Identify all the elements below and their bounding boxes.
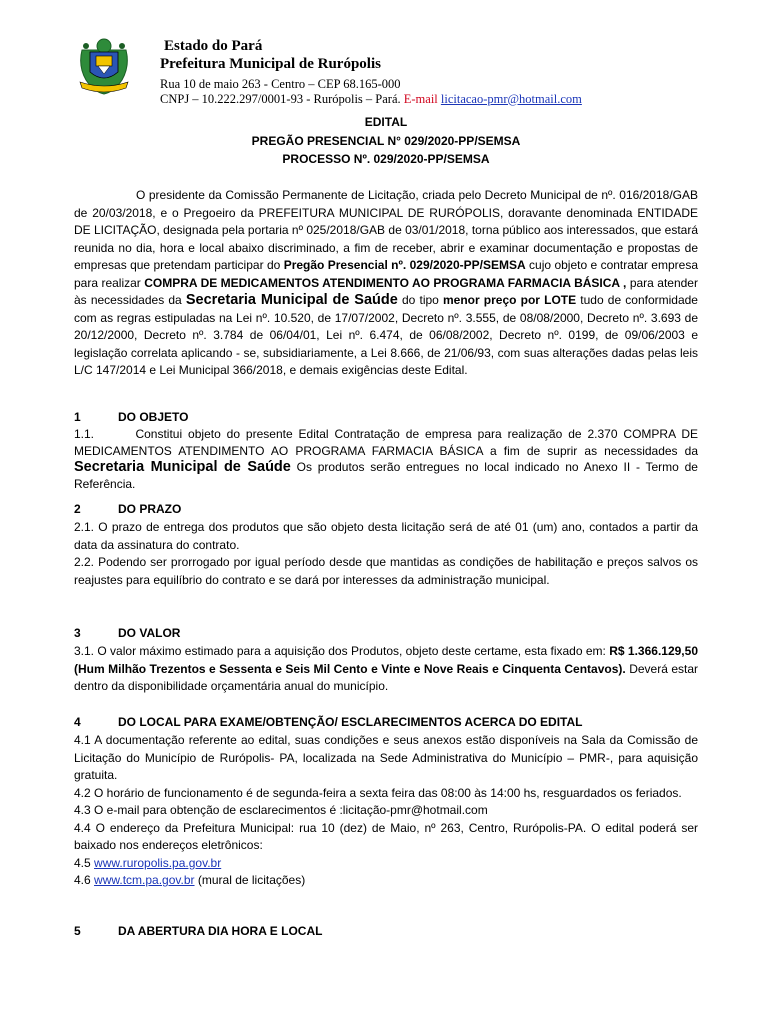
section-2-title: DO PRAZO	[118, 502, 182, 516]
item-1-1-secretaria: Secretaria Municipal de Saúde	[74, 459, 291, 475]
item-4-5	[74, 855, 698, 873]
section-5-title: DA ABERTURA DIA HORA E LOCAL	[118, 924, 323, 938]
section-5-number: 5	[74, 924, 81, 938]
state-name: Estado do Pará	[164, 38, 263, 54]
section-1-number: 1	[74, 410, 81, 424]
item-4-4: 4.4 O endereço da Prefeitura Municipal: rua 10 (dez) de Maio, nº 263, Centro, Rurópolis-PA. O edital poderá ser baixado nos endereços eletrônicos:	[74, 820, 698, 852]
section-2-body	[74, 519, 698, 589]
item-3-1-value: R$ 1.366.129,50 (Hum Milhão Trezentos e Sessenta e Seis Mil Cento e Vinte e Nove Reais e Cinquenta Centavos).	[74, 644, 698, 676]
section-3-number: 3	[74, 626, 81, 640]
section-4-body	[74, 732, 698, 890]
item-4-1: 4.1 A documentação referente ao edital, suas condições e seus anexos estão disponíveis na Sala da Comissão de Licitação do Município de Rurópolis- PA, localizada na Sede Administrativa do Município – PMR-, para aquisição gratuita.	[74, 733, 698, 782]
pregao-title: PREGÃO PRESENCIAL N° 029/2020-PP/SEMSA	[251, 133, 521, 148]
item-4-3: 4.3 O e-mail para obtenção de esclarecimentos é :licitação-pmr@hotmail.com	[74, 803, 488, 817]
item-4-6-number: 4.6	[74, 873, 91, 887]
section-4-number: 4	[74, 715, 81, 729]
item-1-1-text: Constitui objeto do presente Edital Contratação de empresa para realização de 2.370 COMPRA DE MEDICAMENTOS ATENDIMENTO AO PROGRAMA FARMACIA BÁSICA a fim de suprir as necessidades da	[74, 427, 699, 458]
email-link[interactable]: licitacao-pmr@hotmail.com	[440, 91, 582, 106]
section-5-heading	[74, 923, 698, 940]
processo-title: PROCESSO Nº. 029/2020-PP/SEMSA	[282, 152, 490, 166]
intro-text-5: tudo de conformidade com as regras estipuladas na Lei nº. 10.520, de 17/07/2002, Decreto nº. 3.555, de 08/08/2000, Decreto nº. 3.693 de 20/12/2000, Decreto nº. 3.784 de 06/04/01, Lei nº. 6.474, de 06/08/2002, Decreto nº. 0199, de 09/06/2003 e legislação correlata aplicando - se, subsidiariamente, a Lei 8.666, de 21/06/93, com suas alterações dadas pelas leis L/C 147/2014 e Lei Municipal 366/2018, e demais exigências deste Edital.	[74, 293, 698, 377]
item-4-2: 4.2 O horário de funcionamento é de segunda-feira a sexta feira das 08:00 às 14:00 hs, resguardados os feriados.	[74, 785, 682, 800]
section-2-number: 2	[74, 502, 81, 516]
item-1-1-number: 1.1.	[74, 427, 95, 441]
intro-text-3: para atender às necessidades da	[74, 275, 698, 307]
item-2-1: 2.1. O prazo de entrega dos produtos que são objeto desta licitação será de até 01 (um) ano, contados a partir da data da assinatura do contrato.	[74, 520, 698, 552]
section-4-title: DO LOCAL PARA EXAME/OBTENÇÃO/ ESCLARECIMENTOS ACERCA DO EDITAL	[118, 715, 583, 729]
intro-text-2: cujo objeto e contratar empresa para realizar	[74, 258, 698, 290]
intro-text-1: O presidente da Comissão Permanente de Licitação, criada pelo Decreto Municipal de nº. 016/2018/GAB de 20/03/2018, e o Pregoeiro da PREFEITURA MUNICIPAL DE RURÓPOLIS, doravante denominada ENTIDADE DE LICITAÇÃO, designada pela portaria nº 025/2018/GAB de 03/01/2018, torna público aos interessados, que estará reunida no dia, hora e local abaixo discriminado, a fim de receber, abrir e examinar documentação e propostas de empresas que pretendam participar do	[74, 188, 698, 272]
item-4-6-tail: (mural de licitações)	[197, 873, 306, 887]
cnpj-line	[160, 92, 720, 107]
tcm-website-link[interactable]: www.tcm.pa.gov.br	[94, 873, 195, 887]
intro-paragraph	[74, 187, 698, 380]
section-3-title: DO VALOR	[118, 626, 181, 640]
municipal-coat-of-arms	[76, 36, 132, 98]
item-2-2: 2.2. Podendo ser prorrogado por igual período desde que mantidas as condições de habilitação e preços salvos os reajustes para equilíbrio do contrato e se dará por interesses da administração municipal.	[74, 555, 698, 587]
item-3-1-text-b: Deverá estar dentro da disponibilidade orçamentária anual do município.	[74, 661, 698, 693]
section-1-body	[74, 426, 698, 492]
section-2-heading	[74, 501, 698, 518]
edital-title: EDITAL	[364, 115, 408, 129]
ruropolis-website-link[interactable]: www.ruropolis.pa.gov.br	[94, 855, 222, 870]
intro-text-4: do tipo	[401, 293, 439, 307]
section-3-heading	[74, 625, 698, 642]
item-3-1-text: 3.1. O valor máximo estimado para a aquisição dos Produtos, objeto deste certame, esta fixado em:	[74, 644, 606, 658]
cnpj-text: CNPJ – 10.222.297/0001-93 - Rurópolis – Pará.	[160, 91, 401, 106]
document-titles	[74, 113, 698, 169]
section-3-body	[74, 643, 698, 696]
letterhead	[160, 37, 720, 106]
item-1-1-text-b: Os produtos serão entregues no local indicado no Anexo II - Termo de Referência.	[74, 460, 698, 491]
section-1-title: DO OBJETO	[118, 410, 189, 424]
intro-secretaria: Secretaria Municipal de Saúde	[185, 292, 398, 308]
intro-pregao: Pregão Presencial nº. 029/2020-PP/SEMSA	[283, 258, 526, 272]
intro-object: COMPRA DE MEDICAMENTOS ATENDIMENTO AO PROGRAMA FARMACIA BÁSICA ,	[144, 275, 627, 290]
email-label: E-mail	[403, 91, 438, 106]
section-1-heading	[74, 409, 698, 426]
item-4-6	[74, 872, 698, 890]
prefecture-name: Prefeitura Municipal de Rurópolis	[160, 56, 381, 72]
address-line: Rua 10 de maio 263 - Centro – CEP 68.165-000	[160, 77, 401, 91]
item-4-5-number: 4.5	[74, 855, 91, 870]
section-4-heading	[74, 714, 698, 731]
intro-tipo: menor preço por LOTE	[442, 293, 577, 307]
